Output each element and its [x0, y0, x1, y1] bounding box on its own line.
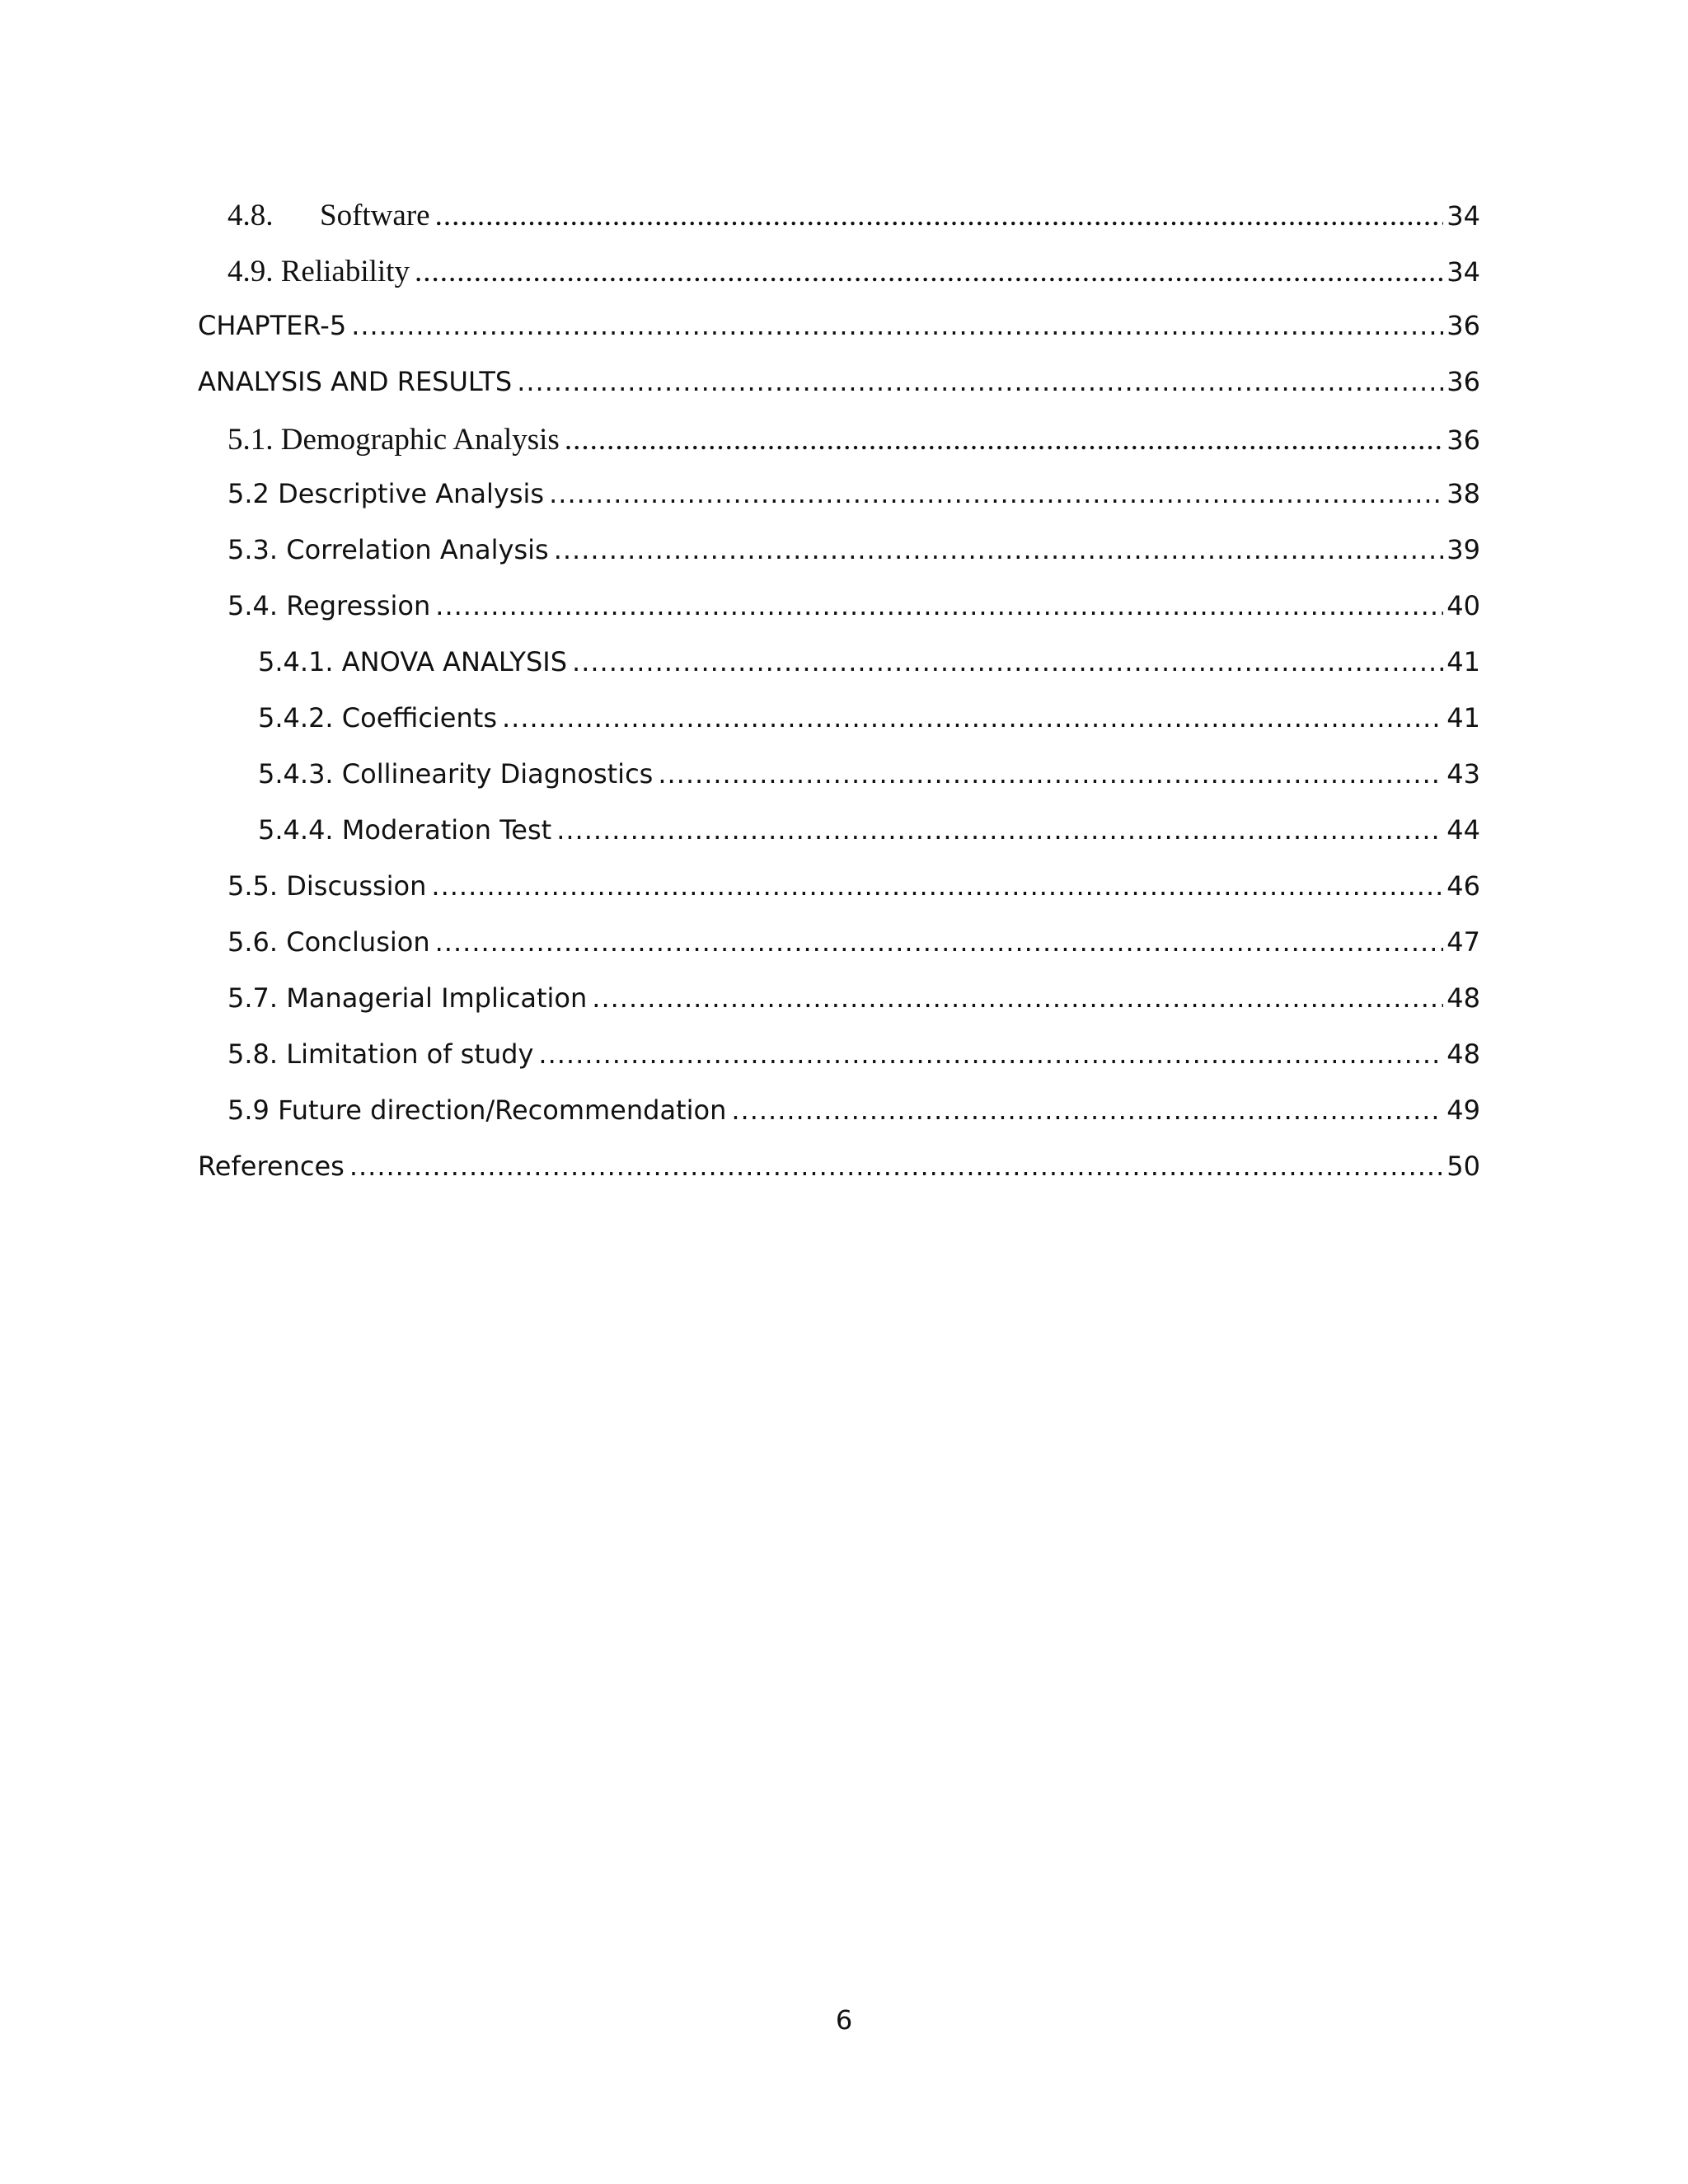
toc-dot-leader: [435, 926, 1444, 958]
toc-entry-title: 5.6. Conclusion: [227, 926, 430, 958]
page-number: 6: [835, 2004, 853, 2036]
toc-entry-collinearity-diagnostics[interactable]: [258, 758, 1480, 799]
toc-entry-analysis-and-results[interactable]: [198, 366, 1480, 407]
toc-dot-leader: [435, 198, 1444, 233]
toc-dot-leader: [502, 702, 1443, 733]
toc-dot-leader: [592, 982, 1443, 1014]
toc-entry-discussion[interactable]: [227, 870, 1480, 912]
toc-entry-title: Software: [320, 199, 430, 232]
toc-dot-leader: [549, 478, 1443, 509]
toc-page-number: 39: [1447, 534, 1480, 565]
toc-entry-title: CHAPTER-5: [198, 310, 347, 341]
toc-page-number: 40: [1447, 590, 1480, 621]
toc-entry-regression[interactable]: [227, 590, 1480, 631]
toc-entry-coefficients[interactable]: [258, 702, 1480, 743]
toc-entry-managerial-implication[interactable]: [227, 982, 1480, 1024]
toc-dot-leader: [554, 534, 1444, 565]
toc-entry-references[interactable]: [198, 1151, 1480, 1192]
toc-page-number: 36: [1447, 366, 1480, 397]
toc-entry-title: 5.7. Managerial Implication: [227, 982, 588, 1014]
toc-dot-leader: [415, 254, 1443, 289]
toc-entry-conclusion[interactable]: [227, 926, 1480, 968]
toc-entry-future-direction[interactable]: [227, 1094, 1480, 1136]
toc-entry-moderation-test[interactable]: [258, 814, 1480, 855]
toc-page-number: 47: [1447, 926, 1480, 958]
toc-page-number: 44: [1447, 814, 1480, 846]
toc-entry-title: ANALYSIS AND RESULTS: [198, 366, 513, 397]
toc-entry-title: 5.8. Limitation of study: [227, 1038, 534, 1070]
toc-entry-anova-analysis[interactable]: [258, 646, 1480, 687]
toc-dot-leader: [435, 590, 1443, 621]
toc-entry-title: References: [198, 1151, 345, 1182]
toc-entry-software[interactable]: [227, 198, 1480, 239]
toc-entry-chapter-5[interactable]: [198, 310, 1480, 351]
toc-dot-leader: [517, 366, 1443, 397]
toc-dot-leader: [538, 1038, 1443, 1070]
toc-entry-descriptive-analysis[interactable]: [227, 478, 1480, 519]
toc-dot-leader: [572, 646, 1443, 677]
toc-page-number: 38: [1447, 478, 1480, 509]
toc-entry-title: 5.4.2. Coefficients: [258, 702, 497, 733]
toc-entry-title: 5.5. Discussion: [227, 870, 427, 902]
toc-entry-title: 5.4.3. Collinearity Diagnostics: [258, 758, 654, 790]
toc-page-number: 36: [1447, 310, 1480, 341]
toc-dot-leader: [556, 814, 1443, 846]
toc-entry-title: 5.3. Correlation Analysis: [227, 534, 549, 565]
toc-page-number: 49: [1447, 1094, 1480, 1126]
toc-dot-leader: [351, 310, 1443, 341]
toc-page-number: 46: [1447, 870, 1480, 902]
toc-entry-correlation-analysis[interactable]: [227, 534, 1480, 575]
toc-dot-leader: [731, 1094, 1443, 1126]
toc-entry-title: 5.1. Demographic Analysis: [227, 423, 560, 457]
toc-entry-number: 4.8.: [227, 199, 274, 232]
toc-entry-title: 5.2 Descriptive Analysis: [227, 478, 545, 509]
toc-page-number: 41: [1447, 646, 1480, 677]
toc-dot-leader: [565, 422, 1443, 457]
toc-page-number: 36: [1447, 424, 1480, 456]
toc-entry-title: 5.4.4. Moderation Test: [258, 814, 552, 846]
toc-entry-title: 5.4.1. ANOVA ANALYSIS: [258, 646, 568, 677]
toc-page-number: 48: [1447, 982, 1480, 1014]
toc-page-number: 41: [1447, 702, 1480, 733]
toc-page-number: 34: [1447, 200, 1480, 232]
toc-page-number: 34: [1447, 256, 1480, 288]
toc-page-number: 48: [1447, 1038, 1480, 1070]
toc-entry-limitation-of-study[interactable]: [227, 1038, 1480, 1080]
toc-dot-leader: [431, 870, 1443, 902]
toc-page-number: 43: [1447, 758, 1480, 790]
toc-dot-leader: [658, 758, 1443, 790]
toc-entry-title: 4.9. Reliability: [227, 255, 410, 288]
toc-page-number: 50: [1447, 1151, 1480, 1182]
toc-entry-title: 5.4. Regression: [227, 590, 431, 621]
toc-entry-title: 5.9 Future direction/Recommendation: [227, 1094, 727, 1126]
toc-entry-reliability[interactable]: [227, 254, 1480, 295]
toc-dot-leader: [349, 1151, 1443, 1182]
toc-entry-demographic-analysis[interactable]: [227, 422, 1480, 463]
